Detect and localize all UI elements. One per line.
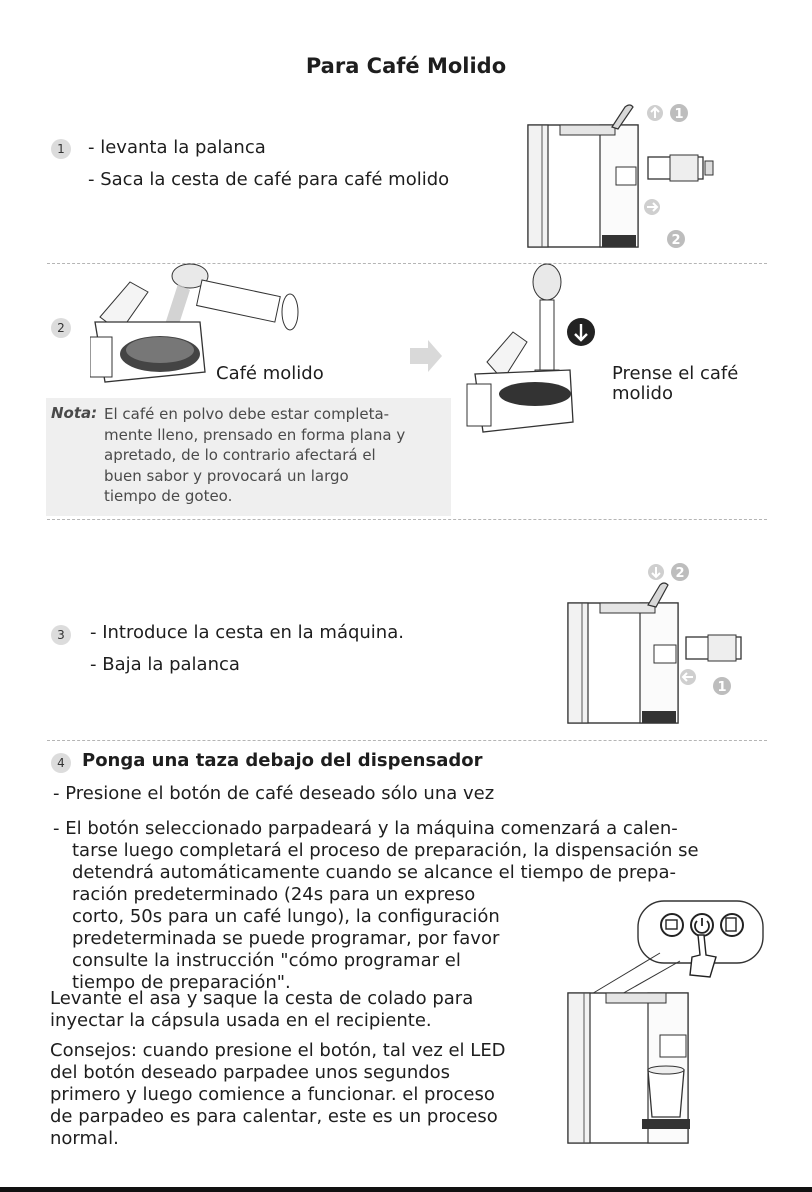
step3-line-1: - Introduce la cesta en la máquina. (90, 622, 404, 643)
step3-machine-illustration (540, 555, 760, 727)
callout-2-label: 2 (671, 233, 681, 248)
arrow-left-icon (680, 669, 696, 685)
arrow-right-icon (644, 199, 660, 215)
arrow-down-icon (567, 318, 595, 346)
step4-paragraph-1: Levante el asa y saque la cesta de colado para inyectar la cápsula usada en el recipiente. (50, 988, 474, 1031)
cup-illustration (648, 1066, 684, 1117)
step-number-2: 2 (51, 318, 71, 338)
filter-basket-illustration (686, 635, 741, 661)
divider (47, 519, 767, 520)
press-coffee-illustration (465, 262, 615, 442)
step-number-3: 3 (51, 625, 71, 645)
step3-line-2: - Baja la palanca (90, 654, 240, 675)
step-number-1: 1 (51, 139, 71, 159)
tamper-illustration (172, 264, 298, 330)
callout-2-label: 2 (675, 566, 685, 581)
step4-bullet-1: - Presione el botón de café deseado sólo una vez (53, 783, 495, 804)
step-number-4: 4 (51, 753, 71, 773)
arrow-up-icon (647, 105, 663, 121)
callout-1-label: 1 (674, 107, 684, 122)
ground-coffee-label: Café molido (216, 363, 324, 384)
step4-bullet-2-cont: tarse luego completará el proceso de preparación, la dispensación se detendrá automáticamente cuando se alcance el tiempo de prepa- ración predeterminado (24s para un expreso corto, 50s para un café lungo), la configuración predeterminada se puede programar, por favor consulte la instrucción "cómo programar el tiempo de preparación". (72, 840, 699, 993)
note-label: Nota: (51, 404, 98, 422)
step4-bullet-2: - El botón seleccionado parpadeará y la máquina comenzará a calen- (53, 818, 678, 839)
step4-title: Ponga una taza debajo del dispensador (82, 750, 483, 771)
divider (47, 740, 767, 741)
step4-machine-illustration (550, 895, 770, 1150)
step1-machine-illustration (500, 95, 760, 260)
press-coffee-label: Prense el café molido (612, 363, 739, 404)
filter-basket-illustration (648, 155, 713, 181)
page-title: Para Café Molido (305, 54, 507, 78)
step1-line-1: - levanta la palanca (88, 137, 266, 158)
step1-line-2: - Saca la cesta de café para café molido (88, 169, 450, 190)
step4-paragraph-2: Consejos: cuando presione el botón, tal vez el LED del botón deseado parpadee unos segundos primero y luego comience a funcionar. el proceso de parpadeo es para calentar, este es un proceso normal. (50, 1040, 506, 1149)
callout-1-label: 1 (717, 680, 727, 695)
bottom-border (0, 1187, 812, 1192)
arrow-down-icon (648, 564, 664, 580)
note-text: El café en polvo debe estar completa- mente lleno, prensado en forma plana y apretado, de lo contrario afectará el buen sabor y provocará un largo tiempo de goteo. (104, 405, 406, 505)
arrow-right-icon (410, 338, 442, 374)
